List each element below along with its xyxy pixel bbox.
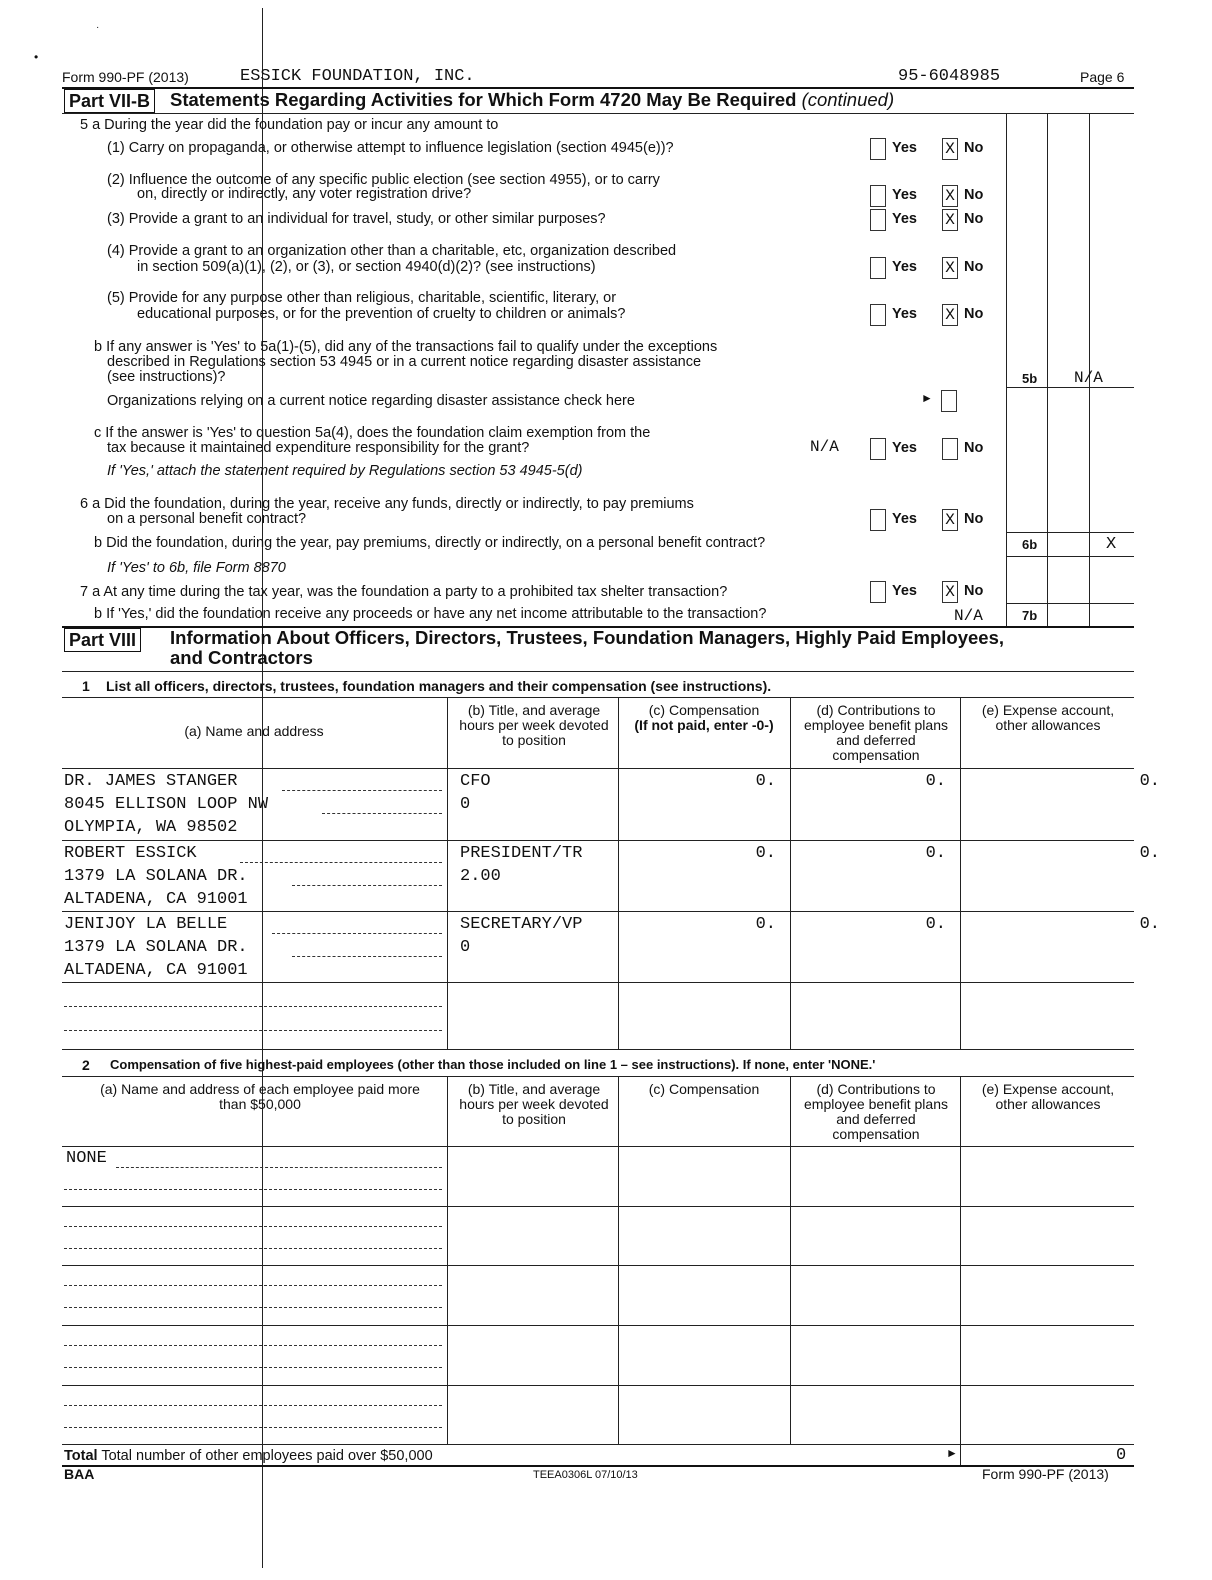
row-rule [62,1325,1134,1326]
s1-text: List all officers, directors, trustees, foundation managers and their compensation (see instructions). [106,678,772,694]
header-bottom-rule [62,768,1134,769]
row-rule [62,911,1134,912]
q5c-na: N/A [810,438,839,456]
dash-fill [64,1427,442,1428]
q5b-relying-text: Organizations relying on a current notice regarding disaster assistance check here [107,393,635,409]
col2-a-header: (a) Name and address of each employee paid more than $50,000 [100,1081,420,1112]
q5a5-yes-checkbox[interactable] [870,304,886,326]
part-8-tag: Part VIII [64,628,141,652]
part-8-title: and Contractors [170,647,313,668]
officer-expense: 0. [1139,844,1160,863]
ans-col-line [1006,113,1007,626]
q5a2-text: on, directly or indirectly, any voter registration drive? [137,186,472,202]
q5b-rule [1006,387,1134,388]
total-value: 0 [1116,1446,1127,1465]
header-bottom-rule [62,1146,1134,1147]
q6b-rule [1006,556,1134,557]
row-rule [62,982,1134,983]
row-rule [62,1444,1134,1445]
q5a2-yes-checkbox[interactable] [870,185,886,207]
row-rule [62,1385,1134,1386]
row-rule [62,1265,1134,1266]
officer-contributions: 0. [925,844,946,863]
table1-col-line [618,697,619,1049]
dash-fill [64,1006,442,1007]
q5a4-no-checkbox[interactable]: X [942,257,958,279]
ein: 95-6048985 [898,67,1001,86]
q5b-disaster-checkbox[interactable] [941,390,957,412]
dash-fill [64,1226,442,1227]
table2-col-line [618,1076,619,1444]
q5c-no-checkbox[interactable] [942,438,958,460]
yes-label: Yes [892,259,917,275]
part-7b-rule [62,113,1134,114]
q5c-note: If 'Yes,' attach the statement required by Regulations section 53 4945-5(d) [107,463,583,479]
q5a3-yes-checkbox[interactable] [870,209,886,231]
q6a-text: on a personal benefit contract? [107,511,307,527]
total-label: Total Total number of other employees paid over $50,000 [64,1448,433,1464]
q5b-text: b If any answer is 'Yes' to 5a(1)-(5), did any of the transactions fail to qualify under the exceptions [94,339,718,355]
officer-address: 8045 ELLISON LOOP NW [64,795,269,814]
yes-label: Yes [892,583,917,599]
s2-rule [62,1076,1134,1077]
q6a-yes-checkbox[interactable] [870,509,886,531]
officer-title: SECRETARY/VP [460,915,583,934]
form-label: Form 990-PF (2013) [62,69,189,85]
officer-compensation: 0. [755,915,776,934]
row-rule [62,1049,1134,1050]
q6b-value: X [1106,535,1117,554]
col-a-header: (a) Name and address [184,723,324,739]
officer-title: PRESIDENT/TR [460,844,583,863]
dash-fill [64,1367,442,1368]
col-b-header: (b) Title, and average hours per week devoted to position [459,702,609,748]
q5a2-text: (2) Influence the outcome of any specific public election (see section 4955), or to carry [107,172,660,188]
q6b-line-label: 6b [1022,537,1038,552]
table1-col-line [447,697,448,1049]
scan-fold-line [262,8,263,1568]
part-8-title: Information About Officers, Directors, Trustees, Foundation Managers, Highly Paid Employees, [170,627,1005,648]
no-label: No [964,259,984,275]
dash-fill [292,956,442,957]
col-e-header: (e) Expense account, other allowances [981,702,1115,733]
table1-col-line [790,697,791,1049]
q5a5-text: (5) Provide for any purpose other than religious, charitable, scientific, literary, or [107,290,617,306]
q6a-text: 6 a Did the foundation, during the year, receive any funds, directly or indirectly, to pay premiums [80,496,694,512]
dash-fill [64,1285,442,1286]
no-label: No [964,306,984,322]
q7b-na: N/A [954,607,983,625]
footer-rule [62,1465,1134,1467]
dash-fill [64,1030,442,1031]
q5a1-yes-checkbox[interactable] [870,138,886,160]
officer-city: ALTADENA, CA 91001 [64,890,248,909]
total-col-line [960,1444,961,1465]
col2-b-header: (b) Title, and average hours per week devoted to position [459,1081,609,1127]
no-label: No [964,511,984,527]
page-number: Page 6 [1080,69,1125,85]
officer-contributions: 0. [925,915,946,934]
q5a5-text: educational purposes, or for the prevention of cruelty to children or animals? [137,306,626,322]
col2-e-header: (e) Expense account, other allowances [981,1081,1115,1112]
q5a-text: 5 a During the year did the foundation pay or incur any amount to [80,117,499,133]
officer-address: 1379 LA SOLANA DR. [64,938,248,957]
col2-d-header: (d) Contributions to employee benefit plans and deferred compensation [804,1081,948,1142]
part-8-rule [62,671,1134,672]
row-rule [62,840,1134,841]
q5a3-text: (3) Provide a grant to an individual for travel, study, or other similar purposes? [107,211,606,227]
scan-speck: · [96,22,100,33]
dash-fill [292,885,442,886]
q5a4-text: in section 509(a)(1), (2), or (3), or section 4940(d)(2)? (see instructions) [137,259,596,275]
yes-label: Yes [892,140,917,156]
q7b-text: b If 'Yes,' did the foundation receive any proceeds or have any net income attributable to the transaction? [94,606,767,622]
table1-col-line [960,697,961,1049]
q6b-note: If 'Yes' to 6b, file Form 8870 [107,560,286,576]
q5c-text: tax because it maintained expenditure responsibility for the grant? [107,440,530,456]
employee-none: NONE [66,1149,107,1168]
col-d-header: (d) Contributions to employee benefit plans and deferred compensation [804,702,948,763]
dash-fill [64,1248,442,1249]
dash-fill [272,933,442,934]
arrow-icon: ► [921,391,933,405]
yes-label: Yes [892,187,917,203]
form-code: TEEA0306L 07/10/13 [533,1469,638,1481]
scan-speck: • [34,50,39,64]
s2-text: Compensation of five highest-paid employees (other than those included on line 1 – see instructions). If none, enter 'NONE.' [110,1057,876,1072]
q5b-text: (see instructions)? [107,369,226,385]
table2-col-line [447,1076,448,1444]
s1-number: 1 [82,678,90,694]
no-label: No [964,440,984,456]
officer-city: OLYMPIA, WA 98502 [64,818,238,837]
q5b-line-label: 5b [1022,371,1038,386]
no-label: No [964,187,984,203]
footer-form-label: Form 990-PF (2013) [982,1466,1109,1482]
dash-fill [64,1405,442,1406]
yes-label: Yes [892,440,917,456]
no-label: No [964,140,984,156]
q5a1-no-checkbox[interactable]: X [942,138,958,160]
officer-title: CFO [460,772,491,791]
org-name: ESSICK FOUNDATION, INC. [240,67,475,86]
q6a-rule [1006,532,1134,533]
dash-fill [64,1307,442,1308]
yes-label: Yes [892,211,917,227]
q5a4-yes-checkbox[interactable] [870,257,886,279]
q7a-no-checkbox[interactable]: X [942,581,958,603]
officer-name: ROBERT ESSICK [64,844,197,863]
q7b-line-label: 7b [1022,608,1038,623]
officer-expense: 0. [1139,915,1160,934]
q5c-text: c If the answer is 'Yes' to question 5a(4), does the foundation claim exemption from the [94,425,651,441]
part-7b-title: Statements Regarding Activities for Which Form 4720 May Be Required (continued) [170,89,895,110]
col2-c-header: (c) Compensation [648,1081,760,1097]
s2-number: 2 [82,1057,90,1073]
q6a-no-checkbox[interactable]: X [942,509,958,531]
officer-name: JENIJOY LA BELLE [64,915,228,934]
col-c-header: (c) Compensation (If not paid, enter -0-) [634,702,774,733]
officer-contributions: 0. [925,772,946,791]
q5a5-no-checkbox[interactable]: X [942,304,958,326]
dash-fill [322,813,442,814]
dash-fill [116,1167,442,1168]
q6b-text: b Did the foundation, during the year, pay premiums, directly or indirectly, on a personal benefit contract? [94,535,766,551]
q7a-rule [1006,603,1134,604]
officer-expense: 0. [1139,772,1160,791]
ans-col-line [1047,113,1048,626]
q5a3-no-checkbox[interactable]: X [942,209,958,231]
dash-fill [282,790,442,791]
yes-label: Yes [892,511,917,527]
officer-compensation: 0. [755,844,776,863]
officer-hours: 0 [460,795,471,814]
no-label: No [964,211,984,227]
dash-fill [64,1189,442,1190]
q7a-text: 7 a At any time during the tax year, was the foundation a party to a prohibited tax shelter transaction? [80,584,728,600]
row-rule [62,1206,1134,1207]
table2-col-line [960,1076,961,1444]
q5a1-text: (1) Carry on propaganda, or otherwise attempt to influence legislation (section 4945(e))? [107,140,674,156]
q7a-yes-checkbox[interactable] [870,581,886,603]
arrow-icon: ► [946,1446,958,1460]
s1-rule [62,697,1134,698]
no-label: No [964,583,984,599]
dash-fill [240,862,442,863]
q5c-yes-checkbox[interactable] [870,438,886,460]
table2-col-line [790,1076,791,1444]
officer-hours: 2.00 [460,867,501,886]
officer-city: ALTADENA, CA 91001 [64,961,248,980]
part-7b-tag: Part VII-B [64,89,155,113]
baa-label: BAA [64,1466,95,1482]
yes-label: Yes [892,306,917,322]
officer-hours: 0 [460,938,471,957]
q5b-text: described in Regulations section 53 4945 or in a current notice regarding disaster assistance [107,354,702,370]
officer-address: 1379 LA SOLANA DR. [64,867,248,886]
officer-name: DR. JAMES STANGER [64,772,238,791]
q5a4-text: (4) Provide a grant to an organization other than a charitable, etc, organization described [107,243,677,259]
officer-compensation: 0. [755,772,776,791]
dash-fill [64,1345,442,1346]
q5b-value: N/A [1074,369,1103,387]
q5a2-no-checkbox[interactable]: X [942,185,958,207]
